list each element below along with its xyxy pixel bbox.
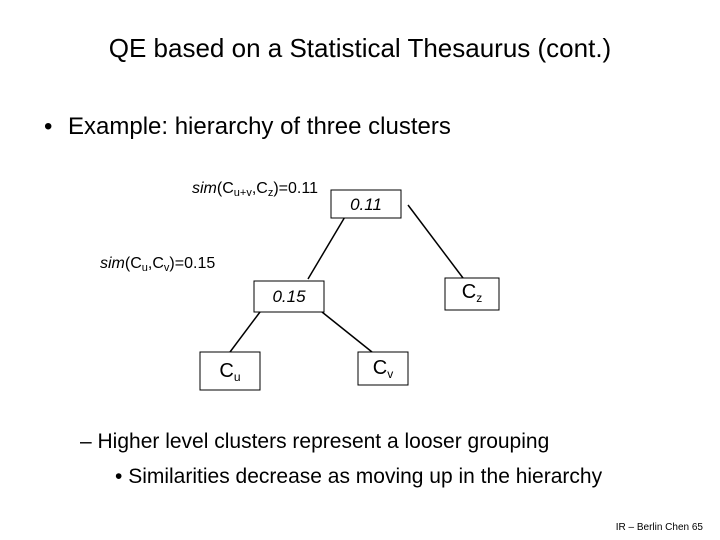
sub-sub-bullet-similarities: • Similarities decrease as moving up in the hierarchy <box>115 465 603 488</box>
edge-inner-cv <box>322 312 372 352</box>
node-inner-label: 0.15 <box>272 287 306 306</box>
edge-root-cz <box>408 205 463 278</box>
sim-annotation-mid: $sim(C_u,C_v)=0.15$ <box>100 255 216 274</box>
node-cv-label: $C_v$ <box>372 357 394 381</box>
sub-bullet-looser-grouping: – Higher level clusters represent a looser grouping <box>80 430 550 453</box>
node-cu-label: $C_u$ <box>219 360 241 384</box>
slide-footer: IR – Berlin Chen 65 <box>615 522 703 533</box>
node-cz-label: $C_z$ <box>461 281 483 305</box>
sim-annotation-top: $sim(C_{u+v},C_z)=0.11$ <box>192 180 318 199</box>
bullet-example-text: Example: hierarchy of three clusters <box>68 113 451 140</box>
node-root-label: 0.11 <box>350 195 382 214</box>
edge-inner-cu <box>230 312 260 352</box>
bullet-example: • Example: hierarchy of three clusters <box>44 113 451 140</box>
slide-title: QE based on a Statistical Thesaurus (cont.) <box>108 33 612 63</box>
